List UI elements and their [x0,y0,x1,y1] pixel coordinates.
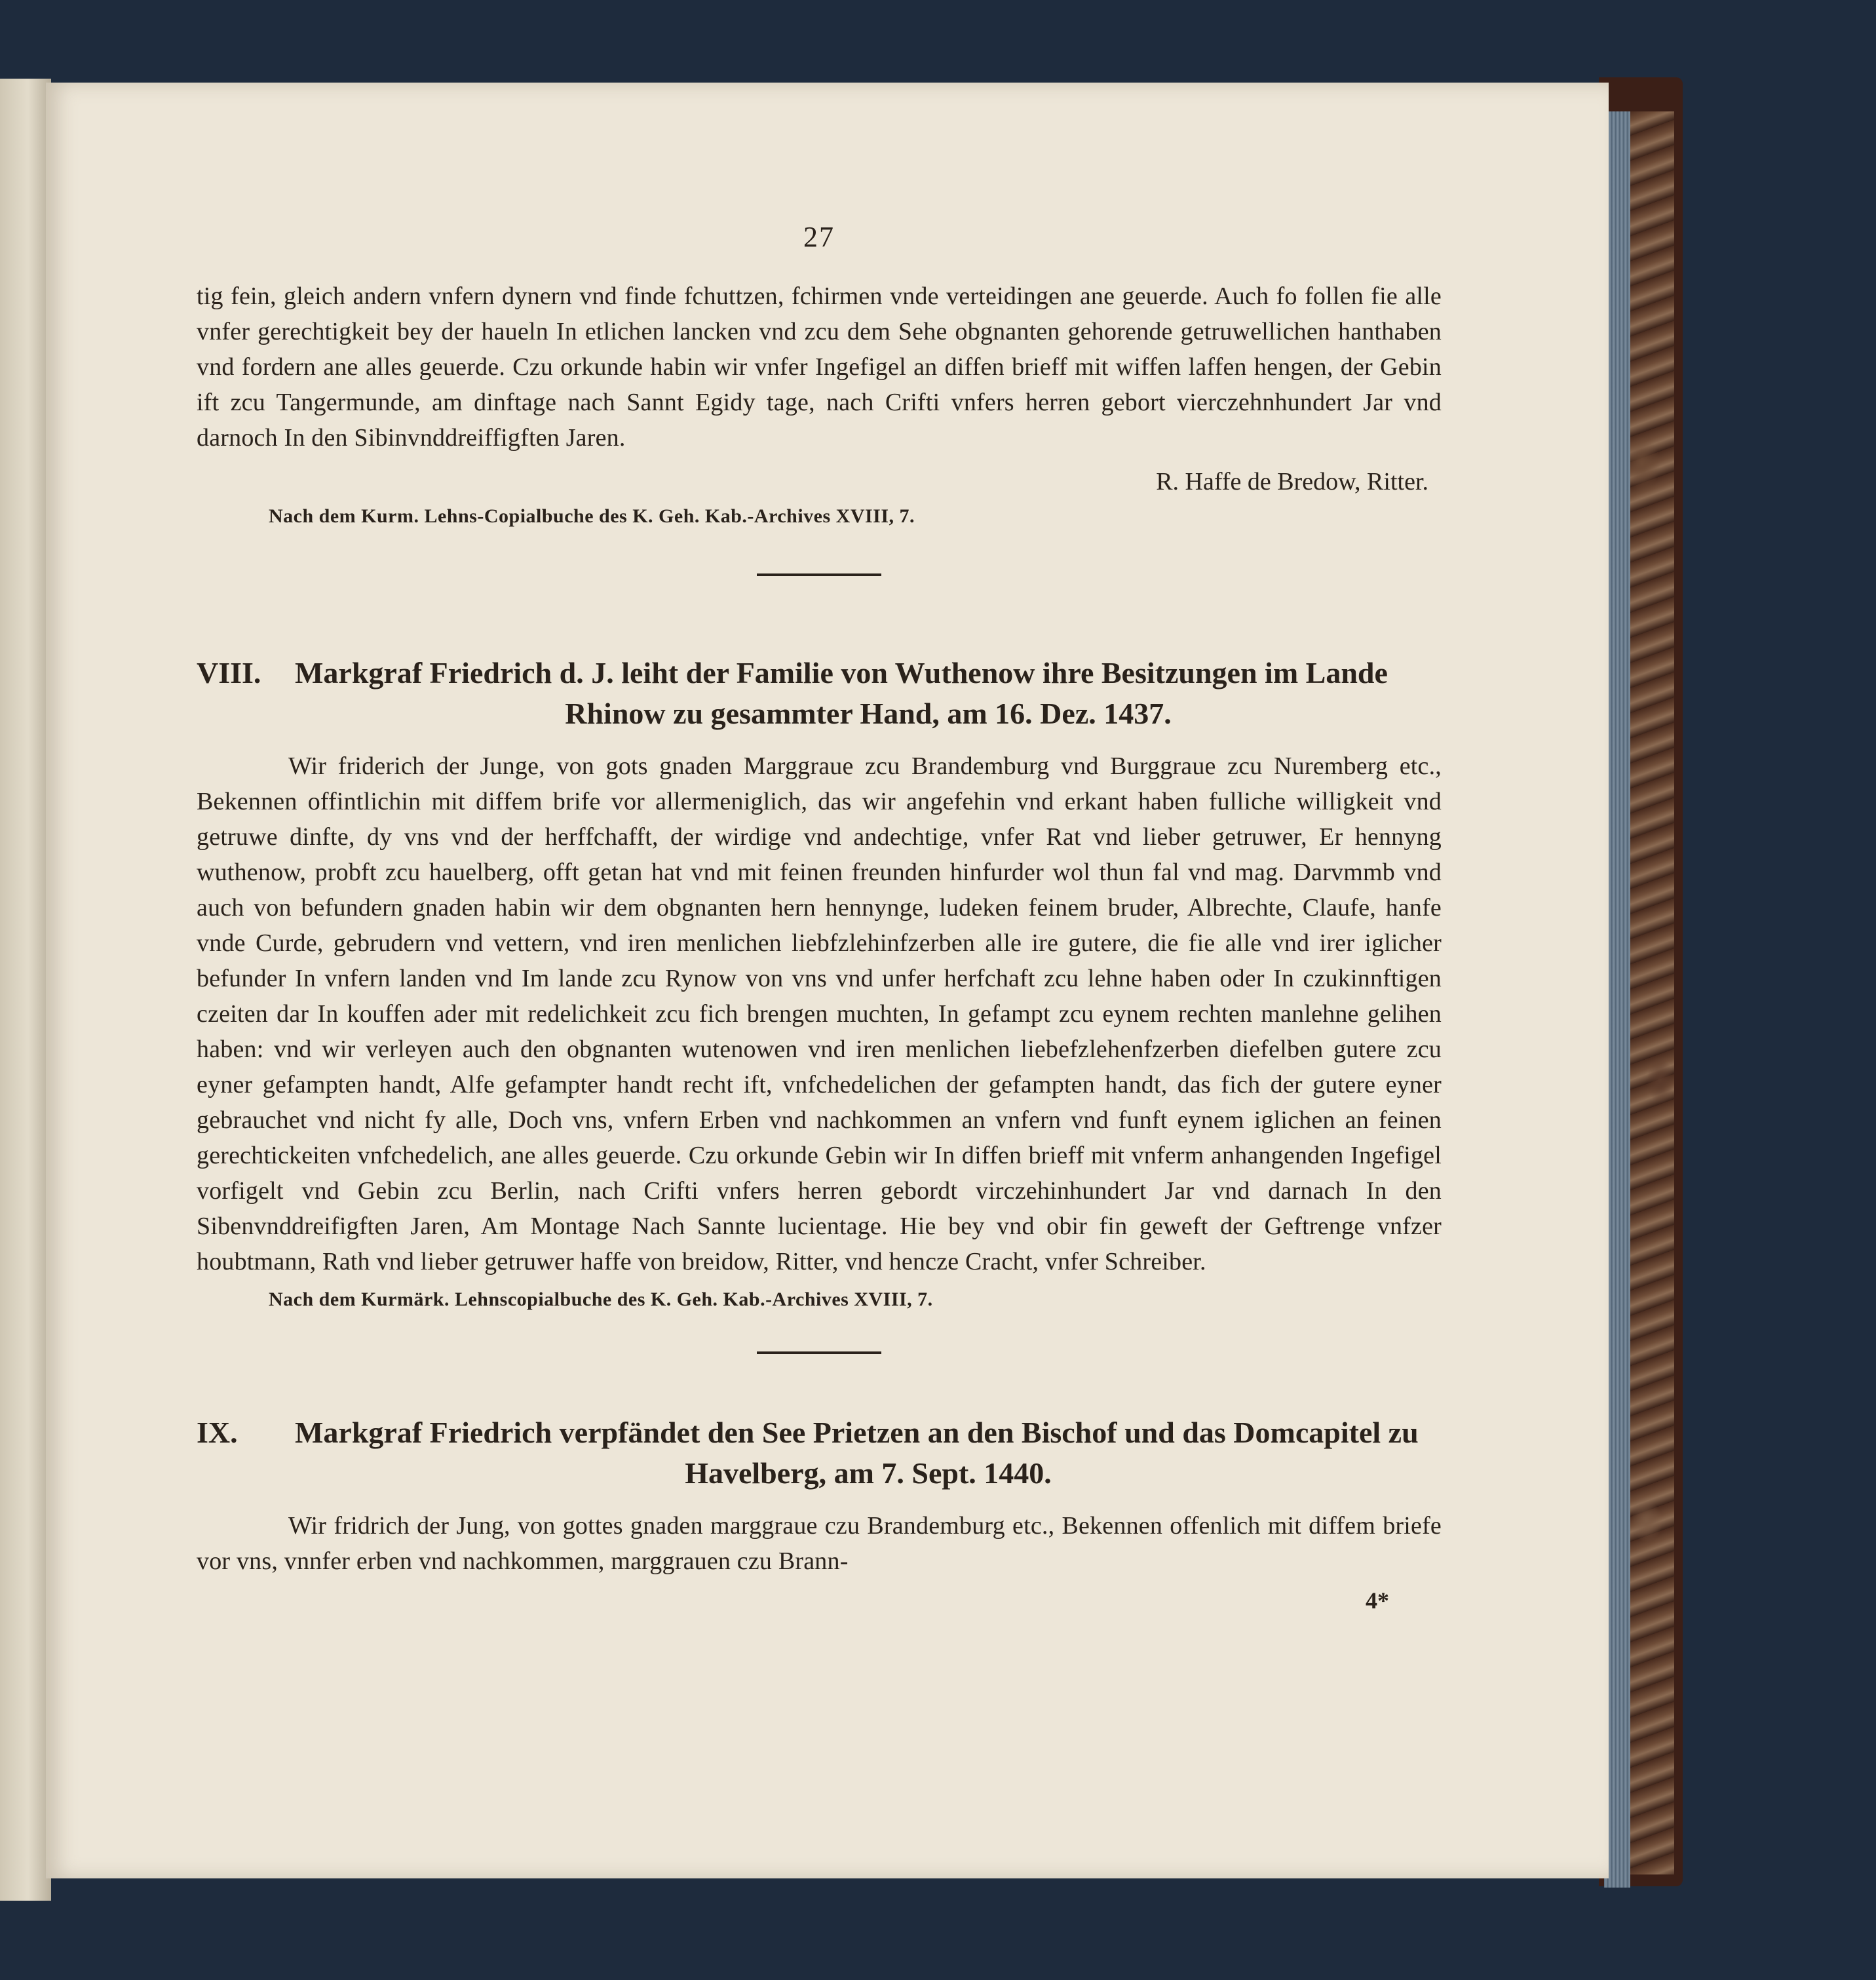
document-3-title-line-2: Havelberg, am 7. Sept. 1440. [685,1456,1052,1490]
document-2-title-line-2: Rhinow zu gesammter Hand, am 16. Dez. 1437. [565,697,1172,730]
document-1-body: tig fein, gleich andern vnfern dynern vnd finde fchuttzen, fchirmen vnde verteidingen ane geuerde. Auch fo follen fie alle vnfer gerechtigkeit bey der haueln In etlichen lancken vnd zcu dem Sehe obgnanten gehorende getruwellichen hanthaben vnd fordern ane alles geuerde. Czu orkunde habin wir vnfer Ingefigel an diffen brieff mit wiffen laffen hengen, der Gebin ift zcu Tangermunde, am dinftage nach Sannt Egidy tage, nach Crifti vnfers herren gebort vierczehnhundert Jar vnd darnoch In den Sibinvnddreiffigften Jaren. [197,282,1442,452]
book-page [46,83,1609,1878]
document-2-source-note: Nach dem Kurmärk. Lehnscopialbuche des K. Geh. Kab.-Archives XVIII, 7. [269,1289,933,1310]
document-2-heading [197,653,1442,734]
page-content [197,220,1442,1614]
page-number: 27 [803,221,835,253]
document-1-signature: R. Haffe de Bredow, Ritter. [1156,468,1428,495]
document-2-title [295,653,1442,734]
document-3-title-line-1: Markgraf Friedrich verpfändet den See Prietzen an den Bischof und das Domcapitel zu [295,1416,1419,1449]
document-3-heading [197,1412,1442,1494]
signature-mark: 4* [1366,1587,1389,1614]
document-3-number: IX. [197,1416,238,1449]
document-3-body: Wir fridrich der Jung, von gottes gnaden marggraue czu Brandemburg etc., Bekennen offenlich mit diffem briefe vor vns, vnnfer erben vnd nachkommen, marggrauen czu Brann- [197,1512,1442,1575]
facing-page-edge [0,79,51,1901]
document-1-source-note: Nach dem Kurm. Lehns-Copialbuche des K. Geh. Kab.-Archives XVIII, 7. [269,505,915,527]
document-2-number: VIII. [197,656,261,689]
section-divider-2 [197,1311,1442,1412]
document-2-title-line-1: Markgraf Friedrich d. J. leiht der Familie von Wuthenow ihre Besitzungen im Lande [295,656,1388,689]
section-divider-1 [197,528,1442,653]
document-2-body: Wir friderich der Junge, von gots gnaden Marggraue zcu Brandemburg vnd Burggraue zcu Nuremberg etc., Bekennen offintlichin mit diffem brife vor allermeniglich, das wir angefehin vnd erkant haben fulliche willigkeit vnd getruwe dinfte, dy vns vnd der herffchafft, der wirdige vnd andechtige, vnfer Rat vnd lieber getruwer, Er hennyng wuthenow, probft zcu hauelberg, offt getan hat vnd mit feinen freunden hinfurder wol thun fal vnd mag. Darvmmb vnd auch von befundern gnaden habin wir dem obgnanten hern hennynge, ludeken feinem bruder, Albrechte, Claufe, hanfe vnde Curde, gebrudern vnd vettern, vnd iren menlichen liebfzlehinfzerben alle ire gutere, die fie alle vnd irer iglicher befunder In vnfern landen vnd Im lande zcu Rynow von vns vnd unfer herfchaft zcu lehne haben oder In czukinnftigen czeiten dar In kouffen ader mit redelichkeit zcu fich brengen muchten, In gefampt zcu eynem rechten manlehne gelihen haben: vnd wir verleyen auch den obgnanten wutenowen vnd iren menlichen liebefzlehenfzerben diefelben gutere zcu eyner gefampten handt, Alfe gefampter handt recht ift, vnfchedelichen der gefampten handt, das fich der gutere eyner gebrauchet vnd nicht fy alle, Doch vns, vnfern Erben vnd nachkommen an vnfern vnd funft eynem iglichen an feinen gerechtickeiten vnfchedelich, ane alles geuerde. Czu orkunde Gebin wir In diffen brieff mit vnferm anhangenden Ingefigel vorfigelt vnd Gebin zcu Berlin, nach Crifti vnfers herren gebordt virczehinhundert Jar vnd darnach In den Sibenvnddreifigften Jaren, Am Montage Nach Sannte lucientage. Hie bey vnd obir fin geweft der Geftrenge vnfzer houbtmann, Rath vnd lieber getruwer haffe von breidow, Ritter, vnd hencze Cracht, vnfer Schreiber. [197,752,1442,1275]
document-3-title [295,1412,1442,1494]
marbled-cover-edge [1628,111,1674,1874]
